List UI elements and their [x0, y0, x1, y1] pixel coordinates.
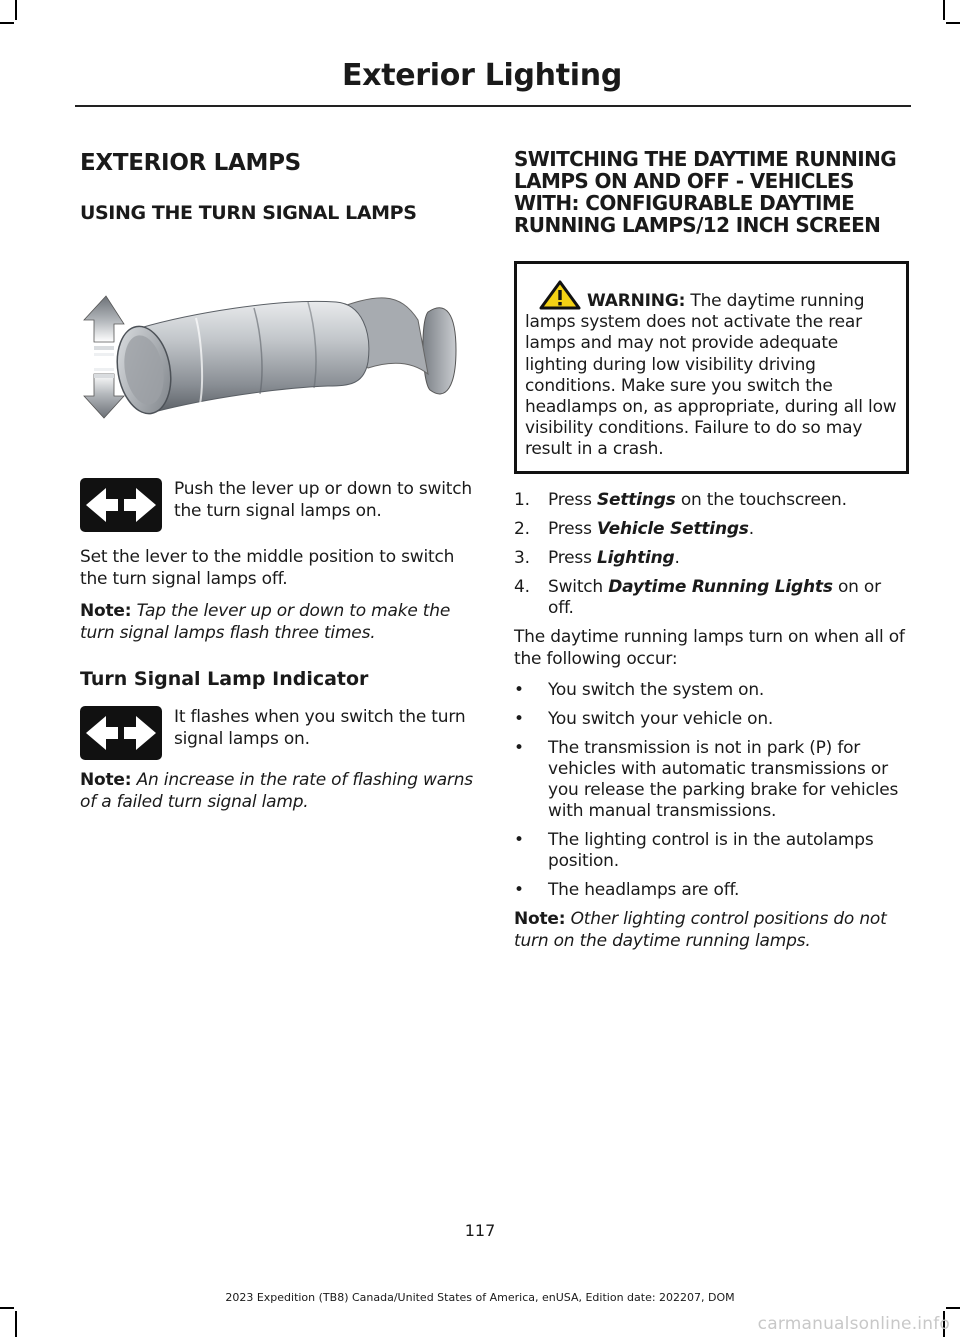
bullet-text: You switch the system on. — [548, 680, 765, 701]
push-lever-text: Push the lever up or down to switch the turn signal lamps on. — [174, 479, 472, 521]
subsection-title-indicator: Turn Signal Lamp Indicator — [80, 668, 369, 690]
note-text: Tap the lever up or down to make the turn signal lamps flash three times. — [80, 601, 451, 643]
intro-text: The daytime running lamps turn on when all of the following occur: — [514, 627, 905, 669]
list-item — [514, 709, 909, 730]
warning-label: WARNING: — [587, 291, 686, 311]
warning-box — [514, 261, 909, 474]
crop-mark — [946, 1307, 960, 1309]
warning-triangle-icon — [539, 280, 581, 310]
edition-footer: 2023 Expedition (TB8) Canada/United States of America, enUSA, Edition date: 202207, DOM — [225, 1291, 735, 1304]
crop-mark — [0, 22, 14, 24]
step-number: 4. — [514, 576, 530, 597]
step-number: 2. — [514, 518, 530, 539]
turn-signal-arrows-icon — [80, 706, 162, 760]
page-header-title: Exterior Lighting — [341, 58, 622, 93]
crop-mark — [0, 1307, 14, 1309]
list-item — [514, 880, 909, 901]
bullet: • — [514, 680, 524, 701]
step-text: Press Vehicle Settings. — [548, 518, 754, 539]
list-item — [514, 577, 909, 620]
bullet-text: The transmission is not in park (P) for vehicles with automatic transmissions or you release the parking brake for vehicles with manual transmissions. — [548, 738, 899, 822]
list-item — [514, 519, 909, 541]
step-text: Press Lighting. — [548, 547, 680, 568]
note-tap-lever — [80, 601, 475, 644]
watermark: carmanualsonline.info — [757, 1314, 950, 1334]
note-flash-rate — [80, 770, 475, 813]
note-label: Note: — [80, 601, 132, 621]
turn-signal-arrows-icon — [80, 478, 162, 532]
list-item — [514, 548, 909, 570]
header-divider — [75, 105, 911, 107]
warning-paragraph — [525, 280, 900, 461]
warning-text: The daytime running lamps system does not activate the rear lamps and may not provide adequate lighting during low visibility driving conditions. Make sure you switch the headlamps on, as appropriate, during all low visibility conditions. Failure to do so may result in a crash. — [525, 291, 897, 460]
bullet-text: You switch your vehicle on. — [548, 709, 774, 730]
lighting-label: Lighting — [596, 547, 675, 568]
note-label: Note: — [514, 909, 566, 930]
vehicle-settings-label: Vehicle Settings — [596, 518, 749, 539]
list-item — [514, 490, 909, 512]
step-number: 1. — [514, 489, 530, 510]
note-other-positions — [514, 909, 909, 952]
bullet: • — [514, 738, 524, 759]
indicator-text: It flashes when you switch the turn signal lamps on. — [174, 707, 466, 749]
step-text: Switch Daytime Running Lights on or off. — [548, 576, 881, 619]
list-item — [514, 830, 909, 872]
daytime-running-lights-label: Daytime Running Lights — [608, 576, 833, 597]
bullet-text: The headlamps are off. — [548, 880, 740, 901]
crop-mark — [15, 0, 17, 20]
turn-signal-instruction-row — [80, 478, 475, 532]
right-column — [514, 140, 909, 952]
bullet: • — [514, 830, 524, 851]
crop-mark — [943, 0, 945, 20]
bullet: • — [514, 880, 524, 901]
crop-mark — [15, 1311, 17, 1337]
left-column — [80, 140, 475, 813]
bullet: • — [514, 709, 524, 730]
step-text: Press Settings on the touchscreen. — [548, 489, 847, 510]
section-title-daytime-running-lamps: SWITCHING THE DAYTIME RUNNING LAMPS ON AND OFF - VEHICLES WITH: CONFIGURABLE DAYTIME RUNNING LAMPS/12 INCH SCREEN — [514, 147, 897, 237]
note-text: Other lighting control positions do not turn on the daytime running lamps. — [514, 909, 887, 951]
conditions-list — [514, 680, 909, 901]
note-label: Note: — [80, 770, 132, 790]
indicator-row — [80, 706, 475, 760]
step-number: 3. — [514, 547, 530, 568]
list-item — [514, 738, 909, 822]
crop-mark — [946, 22, 960, 24]
note-text: An increase in the rate of flashing warns of a failed turn signal lamp. — [80, 770, 473, 812]
list-item — [514, 680, 909, 701]
page-number: 117 — [464, 1221, 496, 1240]
settings-menu-label: Settings — [596, 489, 676, 510]
steps-list — [514, 490, 909, 620]
section-title-exterior-lamps: EXTERIOR LAMPS — [80, 150, 301, 176]
turn-signal-lever-illustration — [78, 262, 458, 422]
subsection-title-turn-signal: USING THE TURN SIGNAL LAMPS — [80, 202, 417, 224]
bullet-text: The lighting control is in the autolamps position. — [548, 830, 874, 872]
middle-position-text: Set the lever to the middle position to switch the turn signal lamps off. — [80, 547, 455, 589]
